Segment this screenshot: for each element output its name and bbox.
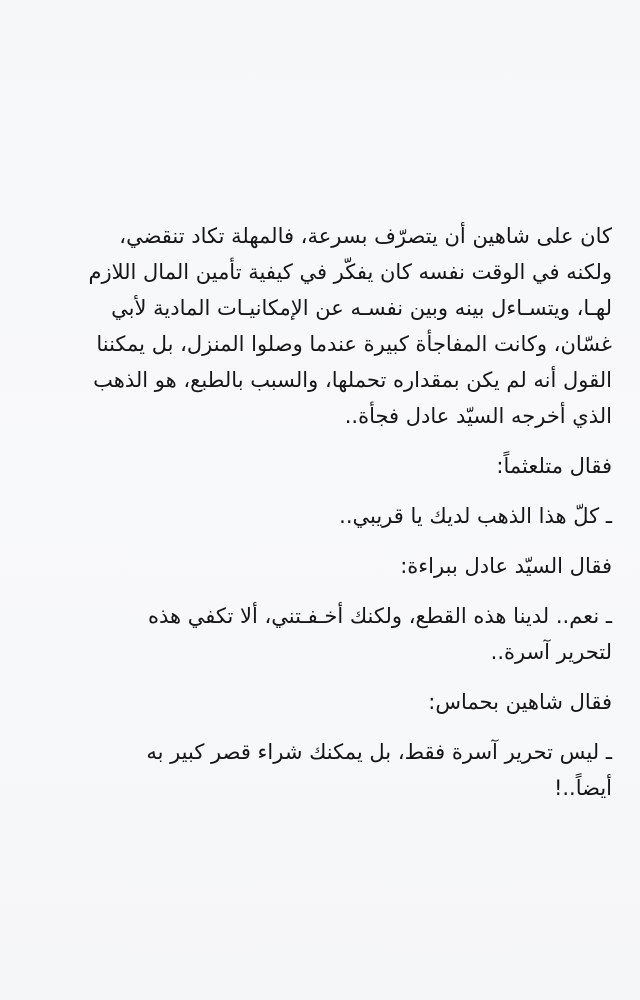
text-line: لتحرير آسرة.. bbox=[490, 640, 612, 664]
dialogue-paragraph bbox=[46, 498, 612, 534]
narrative-paragraph bbox=[46, 218, 612, 434]
speaker-line: فقال شاهين بحماس: bbox=[428, 690, 612, 714]
dialogue-paragraph bbox=[46, 734, 612, 806]
text-line: الذي أخرجه السيّد عادل فجأة.. bbox=[344, 404, 612, 428]
text-line: لهـا، ويتسـاءل بينه وبين نفسـه عن الإمكانيـات المادية لأبي bbox=[111, 296, 612, 320]
text-line: القول أنه لم يكن بمقداره تحملها، والسبب بالطبع، هو الذهب bbox=[93, 368, 612, 392]
text-line: ـ نعم.. لدينا هذه القطع، ولكنك أخـفـتني، ألا تكفي هذه bbox=[147, 604, 612, 628]
page-text bbox=[46, 218, 612, 820]
speaker-line: فقال السيّد عادل ببراءة: bbox=[400, 554, 612, 578]
text-line: ولكنه في الوقت نفسه كان يفكّر في كيفية تأمين المال اللازم bbox=[88, 260, 612, 284]
text-line: ـ ليس تحرير آسرة فقط، بل يمكنك شراء قصر كبير به bbox=[146, 740, 612, 764]
speaker-line: فقال متلعثماً: bbox=[496, 454, 612, 478]
text-line: كان على شاهين أن يتصرّف بسرعة، فالمهلة تكاد تنقضي، bbox=[119, 224, 612, 248]
text-line: غسّان، وكانت المفاجأة كبيرة عندما وصلوا المنزل، بل يمكننا bbox=[96, 332, 612, 356]
text-line: ـ كلّ هذا الذهب لديك يا قريبي.. bbox=[339, 504, 612, 528]
dialogue-paragraph bbox=[46, 598, 612, 670]
text-line: أيضاً..! bbox=[553, 776, 612, 800]
